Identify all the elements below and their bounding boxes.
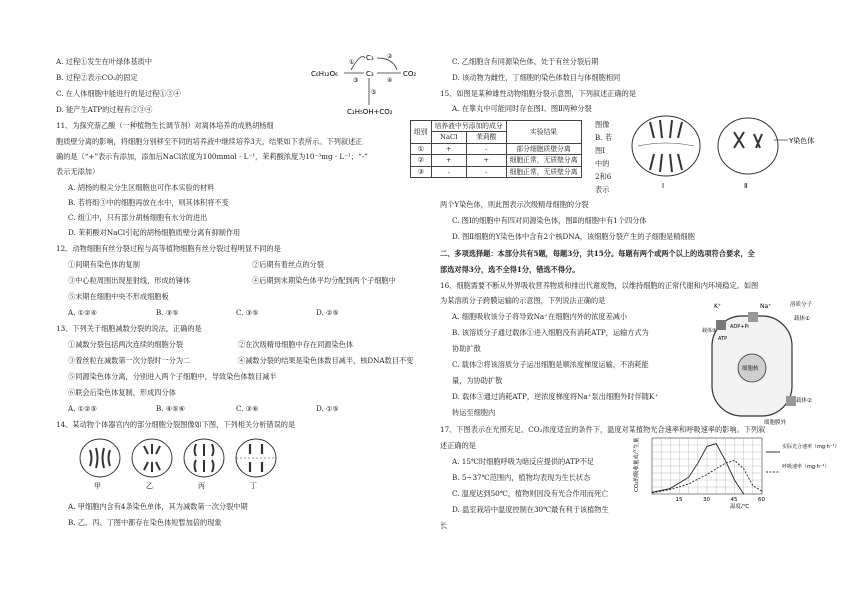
- q16-option-a: A. 细胞吸收该分子将导致Na⁺在细胞内外的浓度差减小: [452, 312, 628, 321]
- row-id: ①: [411, 143, 432, 154]
- q15-option-c: C. 图Ⅰ的细胞中有四对同源染色体，图Ⅱ的细胞中有1个四分体: [452, 216, 647, 225]
- q17-option-b: B. 5~37℃范围内，植物均表现为生长状态: [452, 473, 591, 482]
- q11-option-d: D. 茉莉酸对NaCl引起的胡杨细胞质壁分离有抑制作用: [68, 228, 241, 237]
- q17-option-a: A. 15℃时细胞呼吸为暗反应提供的ATP不足: [452, 457, 594, 466]
- th-medium: 培养液中另添加的成分: [431, 121, 506, 132]
- carrier2-label: 载体②: [796, 398, 812, 404]
- row-id: ③: [411, 166, 432, 177]
- q15-option-a: A. 在睾丸中可能同时存在图Ⅰ、图Ⅱ两种分裂: [452, 104, 592, 113]
- adp-label: ADP+Pi: [730, 324, 749, 330]
- q12-item-3: ③中心粒周围出现星射线，形成纺锤体: [68, 276, 191, 285]
- q16-option-d: D. 载体③通过消耗ATP，逆浓度梯度将Na⁺泵出细胞外时伴随K⁺: [452, 392, 659, 401]
- q13-option-a: A. ①②⑤: [68, 404, 98, 413]
- th-result: 实验结果: [506, 121, 581, 144]
- q15-option-b-cont: 两个Y染色体，则此图表示次级精母细胞的分裂: [440, 200, 589, 209]
- mark-4: ④: [387, 77, 393, 84]
- q16-option-b-cont: 协助扩散: [452, 344, 481, 353]
- chart-tick-labels: [676, 497, 766, 503]
- q16-option-d-cont: 转运至细胞内: [452, 408, 496, 417]
- carrier-two-shape: [786, 396, 796, 406]
- th-group: 组别: [411, 121, 432, 144]
- q15-side-3: 图Ⅰ: [595, 146, 606, 155]
- q12-item-5: ⑤末期在细胞中央不形成细胞板: [68, 292, 169, 301]
- q12-item-4: ④后期到末期染色体平均分配到两个子细胞中: [252, 276, 396, 285]
- q10-option-c: C. 在人体细胞中能进行的是过程①③④: [56, 89, 181, 98]
- solute-label: 溶质分子: [790, 302, 813, 308]
- mark-2: ②: [387, 53, 393, 60]
- q16-option-b: B. 该溶质分子通过载体①进入细胞没有消耗ATP，运输方式为: [452, 328, 649, 337]
- q11-line-1: 11、为探究萘乙酸（一种植物生长调节剂）对离体培养的成熟胡杨细: [56, 121, 274, 130]
- q11-option-a: A. 胡杨的根尖分生区细胞也可作本实验的材料: [68, 183, 215, 192]
- x-tick-label: 60: [758, 497, 765, 503]
- q10-option-a: A. 过程①发生在叶绿体基质中: [56, 57, 153, 66]
- q15-stem: 15、如图是某种雄性动物细胞分裂示意图，下列叙述正确的是: [440, 89, 637, 98]
- q13-option-d: D. ①⑤: [316, 404, 339, 413]
- q13-option-b: B. ④⑤⑥: [156, 404, 186, 413]
- c3-mid-label: C₃: [366, 70, 374, 78]
- q11-option-b: B. 若将组③中的细胞再放在水中，则其体积将不变: [68, 198, 229, 207]
- q13-item-3: ③着丝粒在减数第一次分裂时一分为二: [68, 356, 191, 365]
- q15-side-6: 表示: [595, 185, 610, 194]
- q13-item-5: ⑤同源染色体分离，分别进入两个子细胞中，导致染色体数目减半: [68, 372, 277, 381]
- table-row: [411, 166, 582, 177]
- cell-jia: [80, 439, 120, 477]
- fig15-caption-1: Ⅰ: [662, 182, 665, 190]
- y-chromosome-label: Y染色体: [789, 137, 815, 145]
- q14-option-a: A. 甲细胞内含有4条染色单体，其为减数第一次分裂中期: [68, 502, 248, 511]
- row-jas: +: [466, 155, 506, 166]
- x-tick-label: 30: [703, 497, 710, 503]
- fig15-caption-2: Ⅱ: [744, 182, 748, 190]
- atp-label: ATP: [718, 336, 728, 342]
- q17-line-1: 17、下图表示在光照充足、CO₂浓度适宜的条件下，温度对某植物光合速率和呼吸速率的影响。下列叙: [440, 425, 766, 434]
- mark-5: ⑤: [371, 89, 377, 96]
- carrier-one-shape: [748, 312, 758, 322]
- table-row: [411, 143, 582, 154]
- label-bing: 丙: [198, 482, 205, 490]
- q17-line-2: 述正确的是: [440, 441, 476, 450]
- row-nacl: +: [431, 143, 466, 154]
- q15-side-4: 中的: [595, 159, 610, 168]
- q16-transport-figure: [702, 298, 820, 426]
- table-row: [411, 155, 582, 166]
- figure-one-cell: [632, 116, 700, 190]
- th-nacl: NaCl: [431, 132, 466, 143]
- q12-item-1: ①间期有染色体的复制: [68, 260, 140, 269]
- co2-label: CO₂: [403, 70, 417, 78]
- q16-line-1: 16、细胞需要不断从外界吸收营养物质和排出代谢废物，以维持细胞的正常代谢和内环境稳定。如图: [440, 281, 759, 290]
- q14-option-b: B. 乙、丙、丁图中都存在染色体短暂加倍的现象: [68, 518, 222, 527]
- carrier3-label: 载体③: [702, 328, 717, 334]
- q17-option-d-cont: 长: [440, 521, 448, 530]
- row-result: 细胞正常，无质壁分离: [506, 155, 581, 166]
- figure-two-cell: [718, 118, 814, 190]
- k-label: K⁺: [714, 303, 722, 310]
- ethanol-label: C₂H₅OH+CO₂: [347, 108, 393, 116]
- q11-line-3: 确的是（“+”表示有添加，添加后NaCl浓度为100mmol · L⁻¹，茉莉酸浓度为10⁻³mg · L⁻¹；“-”: [56, 152, 368, 161]
- q13-option-c: C. ③⑥: [236, 404, 259, 413]
- q11-results-table: [410, 120, 582, 178]
- membrane-label: 细胞膜外: [764, 420, 787, 426]
- q11-line-4: 表示无添加）: [56, 167, 100, 176]
- q15-cell-figure: [628, 112, 818, 192]
- label-jia: 甲: [94, 482, 101, 490]
- q12-stem: 12、动物细胞有丝分裂过程与高等植物细胞有丝分裂过程明显不同的是: [56, 244, 281, 253]
- q12-option-d: D. ②⑤: [316, 308, 339, 317]
- legend-photosynthesis: 实际光合速率（mg·h⁻¹）: [782, 444, 840, 450]
- q17-rate-chart: [630, 432, 840, 510]
- x-tick-label: 15: [675, 497, 683, 503]
- q15-side-2: B. 若: [595, 133, 613, 142]
- q14-option-c: C. 乙细胞含有同源染色体，处于有丝分裂后期: [452, 57, 599, 66]
- q17-option-c: C. 温度达到50℃，植物则因没有光合作用而死亡: [452, 489, 609, 498]
- q13-item-4: ④减数分裂的结果是染色体数目减半，核DNA数目不变: [238, 356, 414, 365]
- mark-3: ③: [353, 77, 359, 84]
- row-jas: -: [466, 143, 506, 154]
- chart-x-axis-label: 温度/℃: [730, 504, 750, 510]
- q17-option-d: D. 温室栽培中温度控制在30℃最有利于该植物生: [452, 505, 609, 514]
- q11-line-2: 胞质壁分离的影响，将细胞分别移至不同的培养液中继续培养3天，结果如下表所示。下列叙述正: [56, 137, 363, 146]
- row-id: ②: [411, 155, 432, 166]
- nucleus-label: 细胞核: [742, 366, 759, 372]
- row-jas: -: [466, 166, 506, 177]
- chart-y-axis-label: CO₂的吸收量或产生量: [634, 437, 640, 492]
- q16-option-c-cont: 量，为协助扩散: [452, 376, 503, 385]
- q13-item-6: ⑥联会后染色体复制，形成四分体: [68, 388, 176, 397]
- q15-side-1: 图像: [595, 120, 610, 129]
- q13-item-2: ②在次级精母细胞中存在同源染色体: [238, 340, 354, 349]
- row-nacl: -: [431, 166, 466, 177]
- q12-option-b: B. ③⑤: [156, 308, 179, 317]
- q10-pathway-diagram: [311, 50, 431, 118]
- q16-option-c: C. 载体②将该溶质分子运出细胞是顺浓度梯度运输，不消耗能: [452, 360, 649, 369]
- row-result: 细胞正常，无质壁分离: [506, 166, 581, 177]
- q14-option-d: D. 该动物为雌性，丁细胞的染色体数目与体细胞相同: [452, 73, 621, 82]
- q10-option-d: D. 能产生ATP的过程有②③④: [56, 105, 153, 114]
- legend-respiration: 呼吸速率（mg·h⁻¹）: [782, 464, 830, 470]
- q14-cell-figure: [74, 434, 284, 492]
- label-yi: 乙: [146, 482, 153, 490]
- glucose-label: C₆H₁₂O₆: [311, 70, 338, 78]
- na-label: Na⁺: [760, 303, 772, 310]
- section-two-heading-cont: 部选对得3分，选不全得1分，错选不得分。: [440, 265, 580, 274]
- q13-item-1: ①减数分裂包括两次连续的细胞分裂: [68, 340, 184, 349]
- section-two-heading: 二、多项选择题：本部分共有5题，每题3分，共15分。每题有两个或两个以上的选项符合要求，全: [440, 249, 755, 258]
- q15-option-d: D. 图Ⅱ细胞的Y染色体中含有2个核DNA，该细胞分裂产生的子细胞是精细胞: [452, 232, 695, 241]
- c3-top-label: C₃: [366, 54, 374, 62]
- carrier1-label: 载体①: [794, 316, 810, 322]
- cell-ding: [236, 439, 276, 477]
- carrier-three-shape: [716, 320, 726, 330]
- mark-1: ①: [349, 59, 355, 66]
- q12-option-a: A. ①②④: [68, 308, 98, 317]
- q11-option-c: C. 组①中，只有部分胡杨细胞有水分的进出: [68, 213, 208, 222]
- cell-bing: [184, 439, 224, 477]
- cell-yi: [132, 439, 172, 477]
- q10-option-b: B. 过程②表示CO₂的固定: [56, 73, 138, 82]
- q12-option-c: C. ③⑤: [236, 308, 259, 317]
- label-ding: 丁: [250, 482, 257, 490]
- row-nacl: +: [431, 155, 466, 166]
- q12-item-2: ②后期有着丝点的分裂: [252, 260, 324, 269]
- q13-stem: 13、下列关于细胞减数分裂的说法，正确的是: [56, 324, 202, 333]
- th-jasmonic: 茉莉酸: [466, 132, 506, 143]
- row-result: 部分细胞质壁分离: [506, 143, 581, 154]
- q16-line-2: 为某溶质分子跨膜运输的示意图，下列说法正确的是: [440, 296, 606, 305]
- q14-stem: 14、某动物个体器官内的部分细胞分裂图像如下图，下列相关分析错误的是: [56, 420, 296, 429]
- x-tick-label: 45: [730, 497, 738, 503]
- q15-side-5: 2和6: [595, 172, 612, 181]
